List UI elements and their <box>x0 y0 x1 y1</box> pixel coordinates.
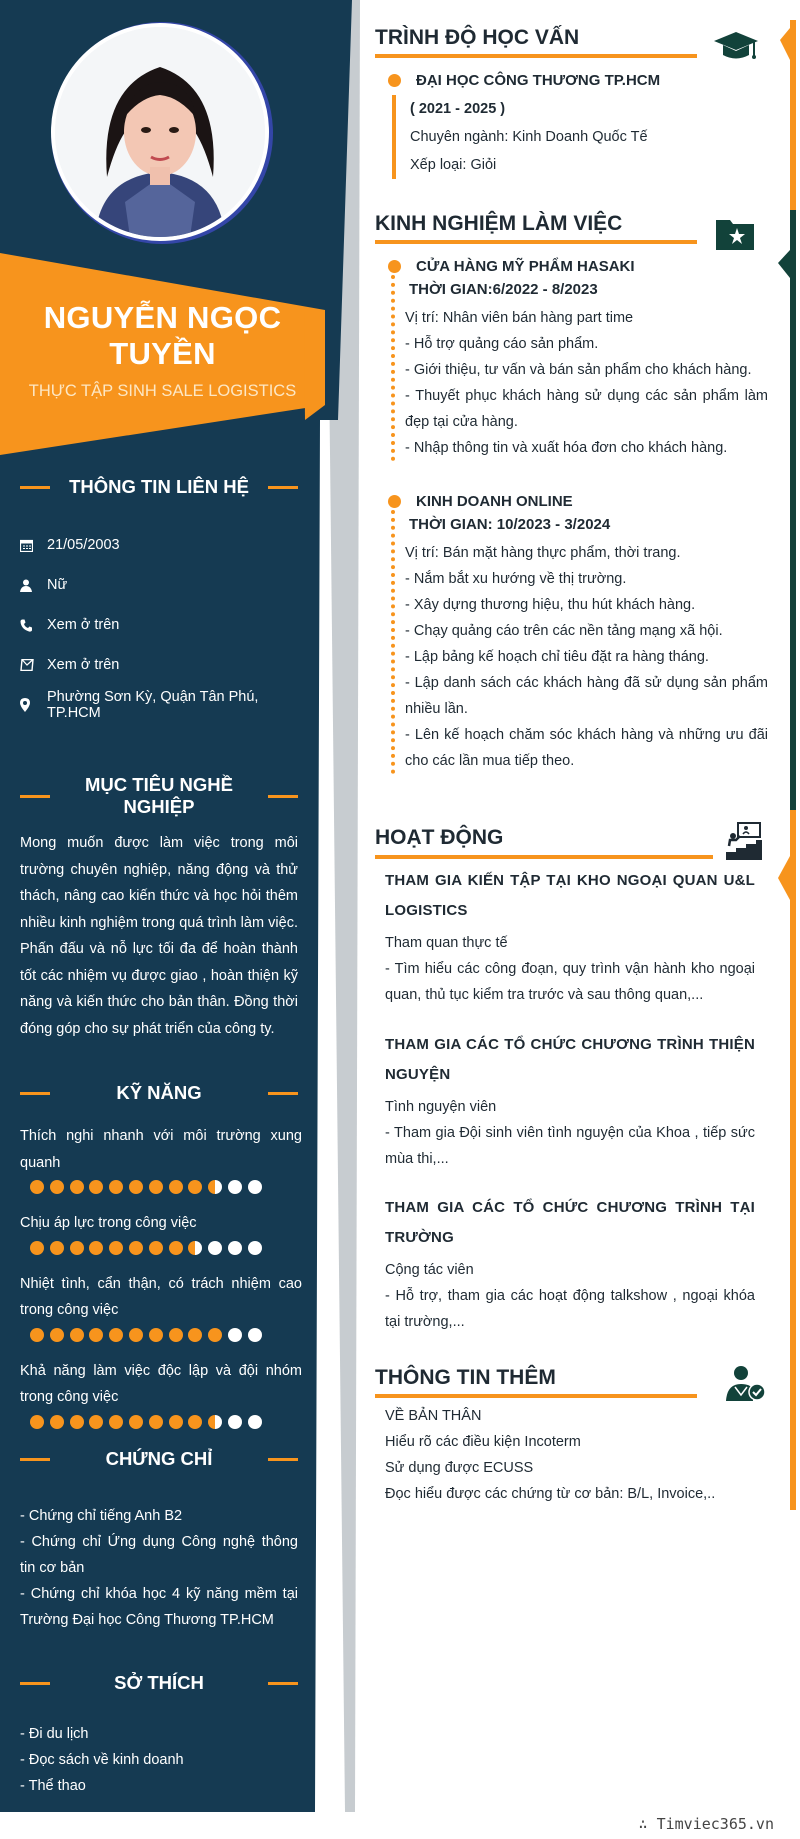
additional-rule <box>375 1394 697 1398</box>
objective-heading <box>20 774 298 818</box>
job-company-row <box>388 493 768 510</box>
rating-dot <box>89 1180 103 1194</box>
heading-bar-right <box>268 795 298 798</box>
heading-bar-right <box>268 486 298 489</box>
rating-dot <box>188 1180 202 1194</box>
rating-dot <box>228 1328 242 1342</box>
candidate-name: NGUYỄN NGỌC TUYỀN <box>43 300 282 371</box>
rating-dot <box>109 1328 123 1342</box>
heading-bar-right <box>268 1092 298 1095</box>
job-line: - Chạy quảng cáo trên các nền tảng mạng xã hội. <box>405 623 723 639</box>
activity-role: Cộng tác viên <box>385 1262 474 1278</box>
skill-name: Thích nghi nhanh với môi trường xung quanh <box>20 1128 302 1171</box>
profile-photo <box>51 23 269 241</box>
rating-dot <box>208 1328 222 1342</box>
rating-dot <box>89 1415 103 1429</box>
education-heading: TRÌNH ĐỘ HỌC VẤN <box>375 26 580 49</box>
job-company: CỬA HÀNG MỸ PHẨM HASAKI <box>416 258 635 275</box>
hobby-item: - Đi du lịch <box>20 1726 89 1742</box>
user-check-icon <box>726 1365 766 1406</box>
skill-item <box>20 1210 302 1265</box>
rating-dot <box>228 1180 242 1194</box>
bullet-dot <box>388 495 401 508</box>
activity-body <box>385 1094 755 1172</box>
job-details <box>391 275 768 461</box>
skill-rating <box>20 1411 302 1439</box>
hobby-item: - Đọc sách về kinh doanh <box>20 1752 184 1768</box>
heading-bar-left <box>20 486 50 489</box>
contact-phone[interactable] <box>20 605 310 645</box>
contact-gender <box>20 565 310 605</box>
activity-desc: - Hỗ trợ, tham gia các hoạt động talkshow , ngoại khóa tại trường,... <box>385 1288 755 1330</box>
heading-bar-left <box>20 1092 50 1095</box>
activity-entry <box>385 1193 755 1335</box>
education-grade: Xếp loại: Giỏi <box>410 157 497 173</box>
rating-dot <box>169 1415 183 1429</box>
contact-address <box>20 685 310 725</box>
additional-line: Đọc hiểu được các chứng từ cơ bản: B/L, Invoice,.. <box>385 1486 716 1502</box>
job-line: - Hỗ trợ quảng cáo sản phẩm. <box>405 336 599 352</box>
additional-line: Sử dụng được ECUSS <box>385 1460 534 1476</box>
rating-dot <box>70 1241 84 1255</box>
certificates-heading <box>20 1448 298 1470</box>
objective-text: Mong muốn được làm việc trong môi trường chuyên nghiệp, năng động và thử thách, nâng cao kiến thức và học hỏi thêm nhiều kinh nghiệm trong quá trình làm việc. Phấn đấu và nỗ lực tối đa để hoàn thành tốt các nhiệm vụ được giao , hoàn thiện kỹ năng và kiến thức cho bản thân. Đồng thời đóng góp cho sự phát triển của công ty. <box>20 835 298 1037</box>
hobbies-list <box>20 1721 298 1799</box>
activity-title: THAM GIA CÁC TỔ CHỨC CHƯƠNG TRÌNH TẠI TRƯỜNG <box>385 1199 755 1246</box>
activity-body <box>385 930 755 1008</box>
skill-rating <box>20 1237 302 1265</box>
objective-heading-text: MỤC TIÊU NGHỀ NGHIỆP <box>85 774 233 817</box>
presentation-stairs-icon <box>726 822 762 865</box>
hobbies-heading-text: SỞ THÍCH <box>114 1672 204 1693</box>
job-entry <box>388 258 768 461</box>
contact-heading-text: THÔNG TIN LIÊN HỆ <box>69 476 249 497</box>
activity-body <box>385 1257 755 1335</box>
rating-dot <box>208 1415 222 1429</box>
activities-heading: HOẠT ĐỘNG <box>375 826 504 849</box>
skills-heading-text: KỸ NĂNG <box>116 1082 202 1103</box>
activity-entry <box>385 866 755 1008</box>
skill-rating <box>20 1324 302 1352</box>
activity-role: Tham quan thực tế <box>385 935 508 951</box>
rating-dot <box>30 1328 44 1342</box>
rating-dot <box>248 1328 262 1342</box>
person-icon <box>20 579 47 592</box>
contact-birthday <box>20 525 310 565</box>
rating-dot <box>149 1328 163 1342</box>
heading-bar-right <box>268 1682 298 1685</box>
rating-dot <box>188 1328 202 1342</box>
activity-desc: - Tham gia Đội sinh viên tình nguyện của Khoa , tiếp sức mùa thi,... <box>385 1125 755 1167</box>
job-line: Vị trí: Bán mặt hàng thực phẩm, thời trang. <box>405 545 681 561</box>
rating-dot <box>208 1180 222 1194</box>
education-school: ĐẠI HỌC CÔNG THƯƠNG TP.HCM <box>416 72 661 89</box>
bullet-dot <box>388 74 401 87</box>
skills-heading <box>20 1082 298 1104</box>
rating-dot <box>169 1328 183 1342</box>
additional-line: VỀ BẢN THÂN <box>385 1408 482 1424</box>
education-major: Chuyên ngành: Kinh Doanh Quốc Tế <box>410 129 648 145</box>
hobbies-heading <box>20 1672 298 1694</box>
rating-dot <box>248 1415 262 1429</box>
contact-birthday-text: 21/05/2003 <box>47 537 120 553</box>
skill-name: Khả năng làm việc độc lập và đội nhóm trong công việc <box>20 1362 302 1405</box>
rating-dot <box>129 1241 143 1255</box>
contact-email-text: Xem ở trên <box>47 657 120 673</box>
job-details <box>391 510 768 774</box>
profile-header <box>0 300 325 401</box>
rating-dot <box>129 1415 143 1429</box>
contact-heading <box>20 476 298 498</box>
experience-heading: KINH NGHIỆM LÀM VIỆC <box>375 212 623 235</box>
job-company: KINH DOANH ONLINE <box>416 493 573 510</box>
contact-gender-text: Nữ <box>47 577 68 593</box>
job-line: - Nắm bắt xu hướng về thị trường. <box>405 571 627 587</box>
job-company-row <box>388 258 768 275</box>
skill-item <box>20 1358 302 1439</box>
phone-icon <box>20 619 47 632</box>
rating-dot <box>70 1180 84 1194</box>
candidate-title: THỰC TẬP SINH SALE LOGISTICS <box>28 382 297 400</box>
rating-dot <box>50 1415 64 1429</box>
job-line: - Nhập thông tin và xuất hóa đơn cho khách hàng. <box>405 440 728 456</box>
certificate-item: - Chứng chỉ khóa học 4 kỹ năng mềm tại Trường Đại học Công Thương TP.HCM <box>20 1586 298 1628</box>
contact-list <box>20 525 310 725</box>
folder-star-icon <box>716 216 754 255</box>
rating-dot <box>70 1415 84 1429</box>
rating-dot <box>188 1241 202 1255</box>
job-line: - Xây dựng thương hiệu, thu hút khách hàng. <box>405 597 696 613</box>
education-rule <box>375 54 697 58</box>
job-line: - Thuyết phục khách hàng sử dụng các sản phẩm làm đẹp tại cửa hàng. <box>405 388 768 430</box>
watermark-text: ∴ Timviec365.vn <box>638 1815 774 1833</box>
skill-item <box>20 1123 302 1204</box>
job-line: - Lập danh sách các khách hàng đã sử dụng sản phẩm nhiều lần. <box>405 675 768 717</box>
calendar-icon <box>20 539 47 552</box>
skill-name: Nhiệt tình, cẩn thận, có trách nhiệm cao trong công việc <box>20 1275 302 1318</box>
heading-bar-right <box>268 1458 298 1461</box>
education-details <box>392 95 768 179</box>
skill-rating <box>20 1176 302 1204</box>
rating-dot <box>50 1328 64 1342</box>
contact-phone-text: Xem ở trên <box>47 617 120 633</box>
education-entry <box>388 72 768 179</box>
graduation-cap-icon <box>714 30 758 69</box>
rating-dot <box>50 1180 64 1194</box>
rating-dot <box>129 1180 143 1194</box>
education-school-row <box>388 72 768 89</box>
rating-dot <box>188 1415 202 1429</box>
rating-dot <box>50 1241 64 1255</box>
skill-name: Chịu áp lực trong công việc <box>20 1215 197 1231</box>
rating-dot <box>89 1328 103 1342</box>
portrait-photo-icon <box>55 27 265 237</box>
rating-dot <box>70 1328 84 1342</box>
job-period: THỜI GIAN: 10/2023 - 3/2024 <box>409 516 611 533</box>
additional-line: Hiểu rõ các điều kiện Incoterm <box>385 1434 581 1450</box>
rating-dot <box>129 1328 143 1342</box>
heading-bar-left <box>20 795 50 798</box>
certificate-item: - Chứng chỉ Ứng dụng Công nghệ thông tin cơ bản <box>20 1534 298 1576</box>
rating-dot <box>248 1241 262 1255</box>
rating-dot <box>228 1415 242 1429</box>
contact-email[interactable] <box>20 645 310 685</box>
activity-entry <box>385 1030 755 1172</box>
contact-address-text: Phường Sơn Kỳ, Quận Tân Phú, TP.HCM <box>47 689 259 721</box>
job-line: - Lập bảng kế hoạch chỉ tiêu đặt ra hàng tháng. <box>405 649 709 665</box>
rating-dot <box>149 1180 163 1194</box>
experience-rule <box>375 240 697 244</box>
activity-title: THAM GIA CÁC TỔ CHỨC CHƯƠNG TRÌNH THIỆN NGUYỆN <box>385 1036 755 1083</box>
education-period: ( 2021 - 2025 ) <box>410 101 506 117</box>
rating-dot <box>30 1241 44 1255</box>
rating-dot <box>30 1415 44 1429</box>
heading-bar-left <box>20 1458 50 1461</box>
rating-dot <box>109 1415 123 1429</box>
activity-title: THAM GIA KIẾN TẬP TẠI KHO NGOẠI QUAN U&L LOGISTICS <box>385 872 755 919</box>
rating-dot <box>149 1415 163 1429</box>
certificate-item: - Chứng chỉ tiếng Anh B2 <box>20 1508 183 1524</box>
skill-item <box>20 1271 302 1352</box>
rating-dot <box>149 1241 163 1255</box>
job-line: - Lên kế hoạch chăm sóc khách hàng và những ưu đãi cho các lần mua tiếp theo. <box>405 727 768 769</box>
additional-list <box>385 1403 755 1507</box>
rating-dot <box>228 1241 242 1255</box>
email-icon <box>20 659 47 671</box>
bullet-dot <box>388 260 401 273</box>
activities-rule <box>375 855 713 859</box>
certificates-heading-text: CHỨNG CHỈ <box>105 1448 213 1469</box>
activity-role: Tình nguyện viên <box>385 1099 497 1115</box>
job-line: Vị trí: Nhân viên bán hàng part time <box>405 310 634 326</box>
additional-heading: THÔNG TIN THÊM <box>375 1366 556 1389</box>
job-entry <box>388 493 768 774</box>
rating-dot <box>208 1241 222 1255</box>
rating-dot <box>248 1180 262 1194</box>
rating-dot <box>30 1180 44 1194</box>
activity-desc: - Tìm hiểu các công đoạn, quy trình vận hành kho ngoại quan, thủ tục kiểm tra trước và sau thông quan,... <box>385 961 755 1003</box>
hobby-item: - Thể thao <box>20 1778 86 1794</box>
skills-list <box>20 1123 302 1445</box>
rating-dot <box>109 1180 123 1194</box>
map-pin-icon <box>20 698 47 712</box>
certificates-list <box>20 1503 298 1633</box>
rating-dot <box>169 1180 183 1194</box>
rating-dot <box>169 1241 183 1255</box>
rating-dot <box>89 1241 103 1255</box>
job-line: - Giới thiệu, tư vấn và bán sản phẩm cho khách hàng. <box>405 362 752 378</box>
heading-bar-left <box>20 1682 50 1685</box>
job-period: THỜI GIAN:6/2022 - 8/2023 <box>409 281 598 298</box>
rating-dot <box>109 1241 123 1255</box>
